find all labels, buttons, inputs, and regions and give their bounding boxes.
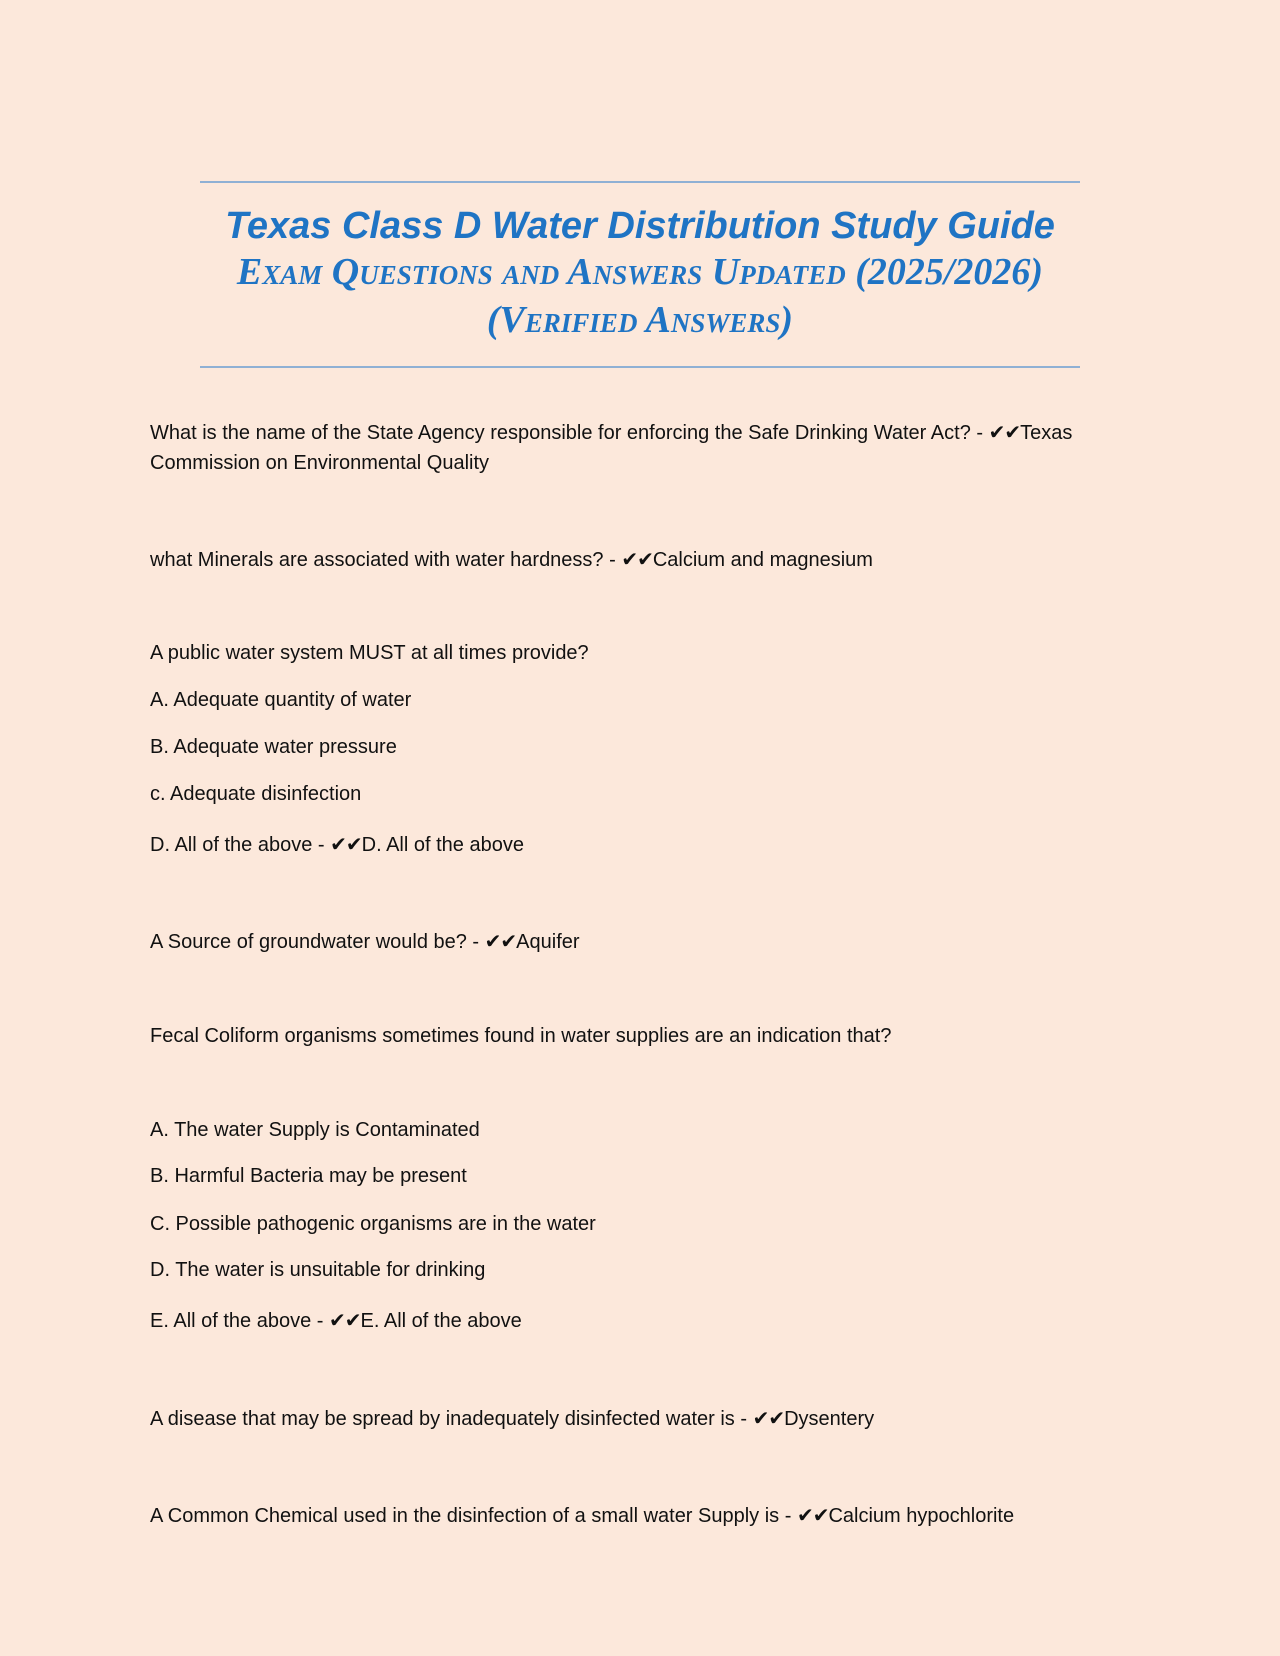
question-line [150, 1403, 1130, 1434]
option-text: A. The water Supply is Contaminated [150, 1119, 480, 1141]
answer-text: D. All of the above [361, 834, 524, 856]
answer-text: Aquifer [516, 931, 580, 953]
question-line [150, 1305, 1130, 1336]
header-rule-bottom [200, 366, 1080, 368]
question-line [150, 417, 1130, 478]
answer-text: E. All of the above [360, 1310, 522, 1332]
question-text: A Source of groundwater would be? - [150, 931, 485, 953]
check-mark-icon: ✔✔ [330, 832, 362, 856]
question-line [150, 544, 1130, 575]
question-line [150, 926, 1130, 957]
question-text: A Common Chemical used in the disinfection of a small water Supply is - [150, 1505, 797, 1527]
document-title: Texas Class D Water Distribution Study Guide [225, 205, 1055, 247]
answer-text: Calcium and magnesium [652, 549, 873, 571]
answer-text: Texas Commission on Environmental Quality [150, 422, 1073, 474]
document-subtitle: Exam Questions and Answers Updated (2025/2026) (Verified Answers) [236, 251, 1044, 341]
question-line [150, 1500, 1130, 1531]
option-text: B. Harmful Bacteria may be present [150, 1165, 467, 1187]
check-mark-icon: ✔✔ [796, 1503, 829, 1527]
option-text: B. Adequate water pressure [150, 736, 397, 758]
option-text: A. Adequate quantity of water [150, 689, 412, 711]
check-mark-icon: ✔✔ [621, 547, 653, 571]
answer-text: Dysentery [784, 1408, 875, 1430]
answer-text: Calcium hypochlorite [828, 1505, 1015, 1527]
check-mark-icon: ✔✔ [988, 420, 1021, 444]
check-mark-icon: ✔✔ [752, 1406, 785, 1430]
question-text: D. All of the above - [150, 834, 331, 856]
question-text: E. All of the above - [150, 1310, 329, 1332]
question-text: A public water system MUST at all times provide? [150, 642, 589, 664]
question-text: what Minerals are associated with water hardness? - [150, 549, 622, 571]
option-text: c. Adequate disinfection [150, 783, 362, 805]
question-text: What is the name of the State Agency responsible for enforcing the Safe Drinking Water Act? - [150, 422, 989, 444]
check-mark-icon: ✔✔ [329, 1308, 361, 1332]
header-rule-top [200, 181, 1080, 183]
option-text: C. Possible pathogenic organisms are in the water [150, 1213, 596, 1235]
option-text: D. The water is unsuitable for drinking [150, 1259, 486, 1281]
question-text: Fecal Coliform organisms sometimes found in water supplies are an indication that? [150, 1025, 892, 1047]
question-text: A disease that may be spread by inadequately disinfected water is - [150, 1408, 753, 1430]
question-line [150, 829, 1130, 860]
check-mark-icon: ✔✔ [484, 929, 517, 953]
